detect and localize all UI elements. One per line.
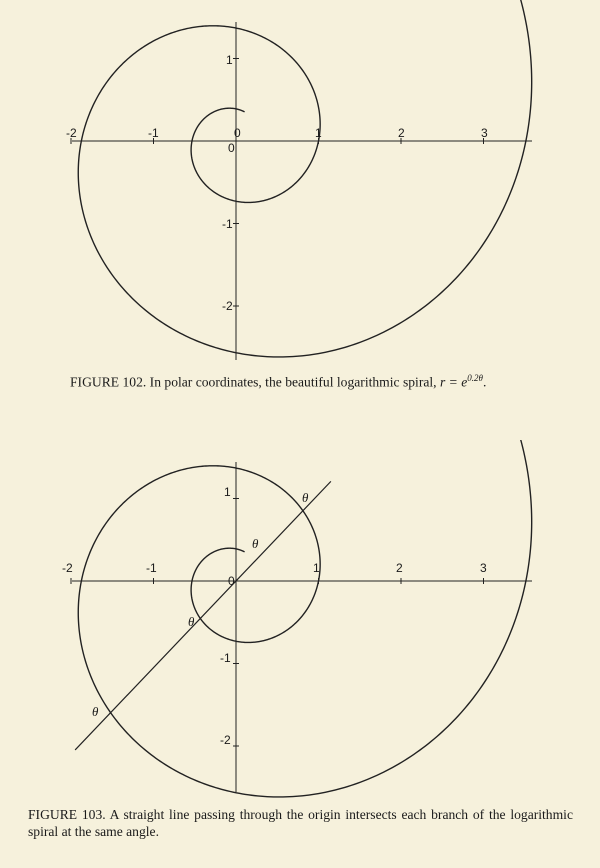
angle-label-theta: θ <box>92 704 99 719</box>
x-tick-label: 1 <box>313 561 320 575</box>
x-tick-label: 3 <box>480 561 487 575</box>
y-tick-label: -2 <box>220 733 231 747</box>
y-tick-label: -1 <box>222 217 233 231</box>
figure-102-spiral-plot <box>0 0 600 365</box>
x-tick-label: -1 <box>148 126 159 140</box>
line-through-origin <box>75 481 331 750</box>
y-tick-labels <box>220 485 231 747</box>
figure-102-caption <box>70 370 570 391</box>
x-tick-label: 2 <box>396 561 403 575</box>
x-tick-label: 0 <box>234 126 241 140</box>
caption-formula-exponent: 0.2θ <box>467 373 483 383</box>
x-tick-label: 3 <box>481 126 488 140</box>
angle-labels <box>92 490 309 719</box>
caption-formula: r = e <box>439 374 468 390</box>
y-tick-label: 1 <box>226 53 233 67</box>
angle-label-theta: θ <box>302 490 309 505</box>
x-tick-label: 2 <box>398 126 405 140</box>
y-tick-labels <box>222 53 233 313</box>
x-tick-label: 1 <box>315 126 322 140</box>
angle-label-theta: θ <box>252 536 259 551</box>
figure-103-spiral-plot <box>0 440 600 800</box>
figure-103-caption: FIGURE 103. A straight line passing through the origin intersects each branch of the logarithmic spiral at the same angle. <box>28 807 573 839</box>
y-tick-label: -1 <box>220 651 231 665</box>
x-tick-label: -1 <box>146 561 157 575</box>
y-tick-label: -2 <box>222 299 233 313</box>
x-tick-label: 0 <box>228 574 235 588</box>
y-tick-label: 1 <box>224 485 231 499</box>
angle-label-theta: θ <box>188 614 195 629</box>
logarithmic-spiral-curve <box>78 0 531 357</box>
x-tick-labels <box>62 561 487 588</box>
x-tick-label: -2 <box>66 126 77 140</box>
origin-label: 0 <box>228 141 235 155</box>
x-tick-label: -2 <box>62 561 73 575</box>
caption-text: FIGURE 102. In polar coordinates, the beautiful logarithmic spiral, <box>70 374 440 390</box>
caption-end: . <box>482 374 487 390</box>
